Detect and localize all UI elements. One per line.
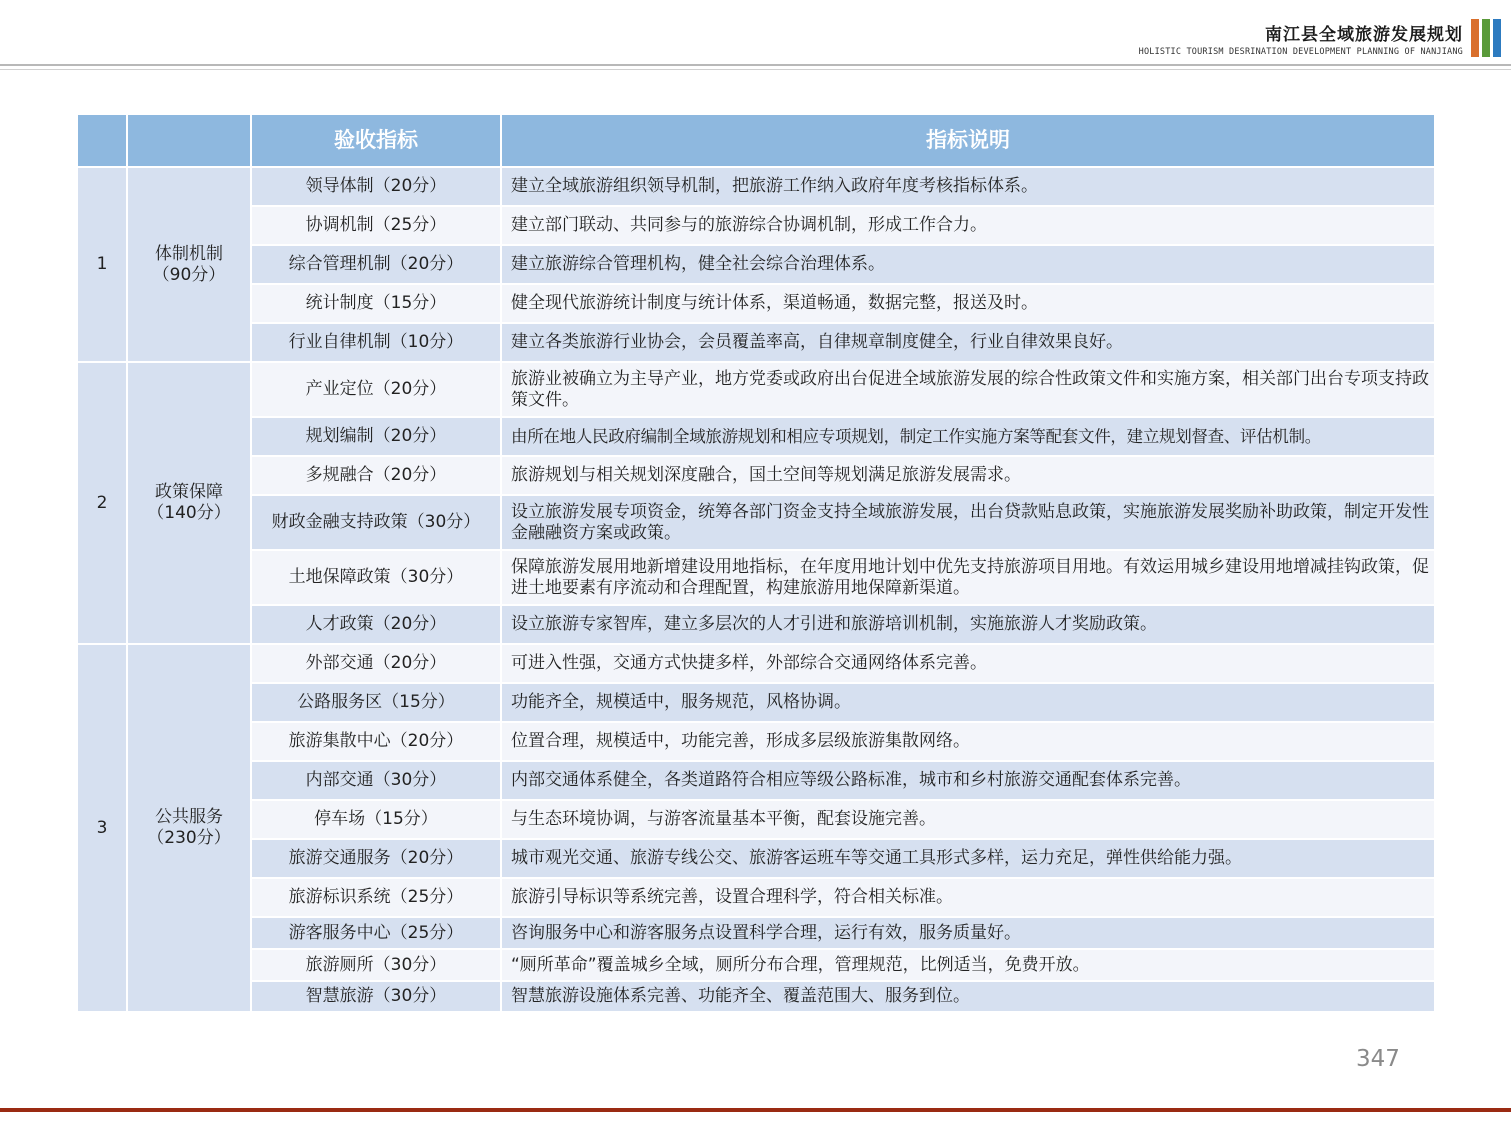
indicator-cell: 土地保障政策（30分）: [251, 550, 501, 605]
header-num: [77, 114, 127, 167]
page-number: 347: [1356, 1046, 1400, 1072]
table-row: [77, 878, 1435, 917]
table-row: [77, 605, 1435, 644]
indicator-cell: 公路服务区（15分）: [251, 683, 501, 722]
description-cell: 由所在地人民政府编制全域旅游规划和相应专项规划，制定工作实施方案等配套文件，建立规划督查、评估机制。: [501, 417, 1435, 456]
indicator-cell: 游客服务中心（25分）: [251, 917, 501, 949]
group-category: [127, 167, 251, 362]
indicator-cell: 领导体制（20分）: [251, 167, 501, 206]
description-cell: 建立旅游综合管理机构，健全社会综合治理体系。: [501, 245, 1435, 284]
group-category: [127, 644, 251, 1012]
description-cell: 旅游业被确立为主导产业，地方党委或政府出台促进全域旅游发展的综合性政策文件和实施方案，相关部门出台专项支持政策文件。: [501, 362, 1435, 417]
indicator-cell: 规划编制（20分）: [251, 417, 501, 456]
description-cell: 保障旅游发展用地新增建设用地指标，在年度用地计划中优先支持旅游项目用地。有效运用城乡建设用地增减挂钩政策，促进土地要素有序流动和合理配置，构建旅游用地保障新渠道。: [501, 550, 1435, 605]
description-cell: 建立全域旅游组织领导机制，把旅游工作纳入政府年度考核指标体系。: [501, 167, 1435, 206]
acceptance-table: [76, 113, 1436, 1013]
description-cell: 与生态环境协调，与游客流量基本平衡，配套设施完善。: [501, 800, 1435, 839]
description-cell: 旅游规划与相关规划深度融合，国土空间等规划满足旅游发展需求。: [501, 456, 1435, 495]
table-row: [77, 917, 1435, 949]
description-cell: 设立旅游发展专项资金，统筹各部门资金支持全域旅游发展，出台贷款贴息政策，实施旅游发展奖励补助政策，制定开发性金融融资方案或政策。: [501, 495, 1435, 550]
category-score: （90分）: [152, 264, 226, 285]
table-row: [77, 167, 1435, 206]
logo-bars-icon: [1471, 19, 1501, 57]
category-name: 公共服务: [155, 807, 223, 827]
group-number: 1: [77, 167, 127, 362]
header-title: 南江县全域旅游发展规划: [1265, 25, 1463, 45]
header-category: [127, 114, 251, 167]
header-description: 指标说明: [501, 114, 1435, 167]
header-subtitle: HOLISTIC TOURISM DESRINATION DEVELOPMENT PLANNING OF NANJIANG: [1138, 47, 1463, 57]
description-cell: 健全现代旅游统计制度与统计体系，渠道畅通，数据完整，报送及时。: [501, 284, 1435, 323]
description-cell: 设立旅游专家智库，建立多层次的人才引进和旅游培训机制，实施旅游人才奖励政策。: [501, 605, 1435, 644]
indicator-cell: 行业自律机制（10分）: [251, 323, 501, 362]
indicator-cell: 内部交通（30分）: [251, 761, 501, 800]
category-score: （140分）: [147, 503, 231, 523]
description-cell: 可进入性强，交通方式快捷多样，外部综合交通网络体系完善。: [501, 644, 1435, 683]
table-row: [77, 495, 1435, 550]
description-cell: 智慧旅游设施体系完善、功能齐全、覆盖范围大、服务到位。: [501, 981, 1435, 1012]
description-cell: 旅游引导标识等系统完善，设置合理科学，符合相关标准。: [501, 878, 1435, 917]
indicator-cell: 旅游集散中心（20分）: [251, 722, 501, 761]
indicator-cell: 外部交通（20分）: [251, 644, 501, 683]
description-cell: 建立各类旅游行业协会，会员覆盖率高，自律规章制度健全，行业自律效果良好。: [501, 323, 1435, 362]
indicator-cell: 停车场（15分）: [251, 800, 501, 839]
table-row: [77, 683, 1435, 722]
indicator-cell: 多规融合（20分）: [251, 456, 501, 495]
table-row: [77, 722, 1435, 761]
category-name: 政策保障: [155, 482, 223, 502]
header-indicator: 验收指标: [251, 114, 501, 167]
description-cell: 内部交通体系健全，各类道路符合相应等级公路标准，城市和乡村旅游交通配套体系完善。: [501, 761, 1435, 800]
table-row: [77, 284, 1435, 323]
indicator-cell: 旅游标识系统（25分）: [251, 878, 501, 917]
header-divider-thin: [0, 69, 1511, 70]
description-cell: 建立部门联动、共同参与的旅游综合协调机制，形成工作合力。: [501, 206, 1435, 245]
description-cell: 功能齐全，规模适中，服务规范，风格协调。: [501, 683, 1435, 722]
table-row: [77, 245, 1435, 284]
indicator-cell: 统计制度（15分）: [251, 284, 501, 323]
table-row: [77, 362, 1435, 417]
group-number: 2: [77, 362, 127, 644]
table-row: [77, 206, 1435, 245]
indicator-cell: 智慧旅游（30分）: [251, 981, 501, 1012]
category-score: （230分）: [147, 828, 231, 848]
description-cell: 城市观光交通、旅游专线公交、旅游客运班车等交通工具形式多样，运力充足，弹性供给能力强。: [501, 839, 1435, 878]
description-cell: “厕所革命”覆盖城乡全域，厕所分布合理，管理规范，比例适当，免费开放。: [501, 949, 1435, 981]
group-category: [127, 362, 251, 644]
table-row: [77, 323, 1435, 362]
table-row: [77, 456, 1435, 495]
table-row: [77, 981, 1435, 1012]
footer-bar: [0, 1108, 1511, 1112]
table-row: [77, 800, 1435, 839]
indicator-cell: 协调机制（25分）: [251, 206, 501, 245]
indicator-cell: 人才政策（20分）: [251, 605, 501, 644]
group-number: 3: [77, 644, 127, 1012]
table-row: [77, 417, 1435, 456]
description-cell: 位置合理，规模适中，功能完善，形成多层级旅游集散网络。: [501, 722, 1435, 761]
indicator-cell: 旅游厕所（30分）: [251, 949, 501, 981]
indicator-cell: 旅游交通服务（20分）: [251, 839, 501, 878]
table-header-row: [77, 114, 1435, 167]
category-name: 体制机制: [155, 243, 223, 264]
table-row: [77, 644, 1435, 683]
table-row: [77, 550, 1435, 605]
header-divider: [0, 64, 1511, 66]
indicator-cell: 产业定位（20分）: [251, 362, 501, 417]
description-cell: 咨询服务中心和游客服务点设置科学合理，运行有效，服务质量好。: [501, 917, 1435, 949]
table-row: [77, 761, 1435, 800]
indicator-cell: 综合管理机制（20分）: [251, 245, 501, 284]
indicator-cell: 财政金融支持政策（30分）: [251, 495, 501, 550]
table-row: [77, 949, 1435, 981]
table-row: [77, 839, 1435, 878]
